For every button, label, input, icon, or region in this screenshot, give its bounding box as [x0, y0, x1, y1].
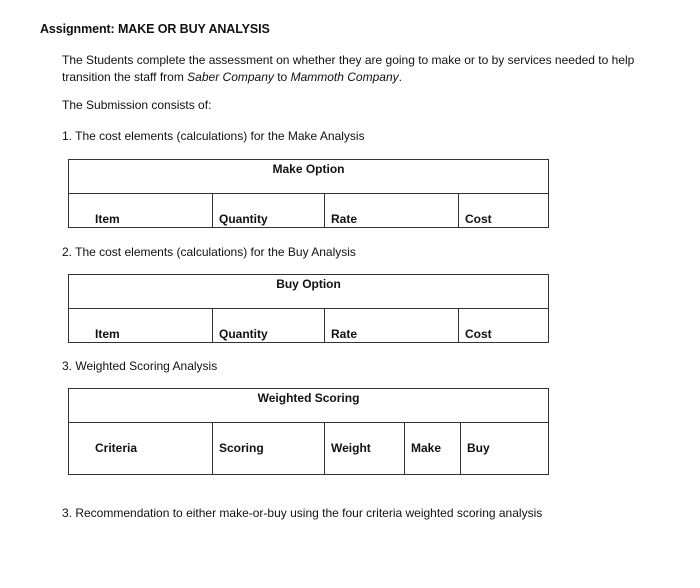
weighted-col-criteria: Criteria	[69, 423, 213, 475]
intro-text-part1: The Students complete the assessment on whether they are going to make or to by services needed to help transition the staff from	[62, 53, 635, 84]
weighted-scoring-label: 3. Weighted Scoring Analysis	[62, 359, 218, 373]
intro-text-part3: .	[398, 70, 402, 84]
weighted-col-scoring: Scoring	[213, 423, 325, 475]
make-analysis-label: 1. The cost elements (calculations) for the Make Analysis	[62, 129, 365, 143]
weighted-scoring-title: Weighted Scoring	[69, 389, 549, 423]
company-to: Mammoth Company	[290, 70, 399, 84]
make-col-cost: Cost	[459, 194, 549, 228]
buy-col-quantity: Quantity	[213, 309, 325, 343]
buy-col-rate: Rate	[325, 309, 459, 343]
make-option-title: Make Option	[69, 160, 549, 194]
make-option-table	[68, 159, 549, 228]
buy-option-table	[68, 274, 549, 343]
intro-text-part2: to	[273, 70, 291, 84]
weighted-col-make: Make	[405, 423, 461, 475]
company-from: Saber Company	[187, 70, 274, 84]
recommendation-label: 3. Recommendation to either make-or-buy using the four criteria weighted scoring analysis	[62, 506, 543, 520]
weighted-col-weight: Weight	[325, 423, 405, 475]
buy-col-cost: Cost	[459, 309, 549, 343]
assignment-title: Assignment: MAKE OR BUY ANALYSIS	[40, 22, 270, 36]
make-col-quantity: Quantity	[213, 194, 325, 228]
make-col-item: Item	[69, 194, 213, 228]
weighted-col-buy: Buy	[461, 423, 549, 475]
make-col-rate: Rate	[325, 194, 459, 228]
weighted-scoring-table	[68, 388, 549, 475]
assignment-intro	[62, 52, 642, 86]
buy-col-item: Item	[69, 309, 213, 343]
submission-label: The Submission consists of:	[62, 98, 212, 112]
buy-option-title: Buy Option	[69, 275, 549, 309]
buy-analysis-label: 2. The cost elements (calculations) for the Buy Analysis	[62, 245, 356, 259]
